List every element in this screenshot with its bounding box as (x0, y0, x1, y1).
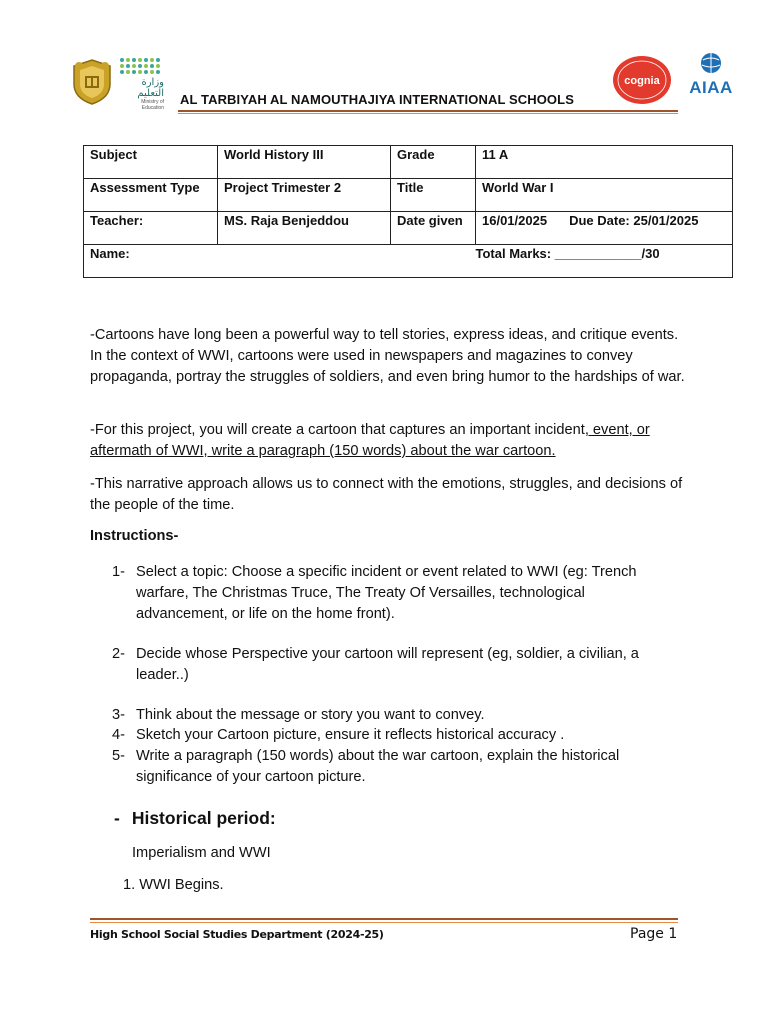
historical-period-heading (114, 808, 276, 829)
date-cell (476, 212, 733, 245)
header-divider-accent (178, 113, 678, 114)
table-row (84, 179, 733, 212)
total-marks: Total Marks: ____________/30 (476, 245, 733, 278)
narrative-paragraph: -This narrative approach allows us to connect with the emotions, struggles, and decisions of the people of the time. (90, 476, 683, 513)
list-item-number: 5- (112, 748, 125, 764)
heading-dash: - (114, 808, 120, 828)
intro-paragraph: -Cartoons have long been a powerful way to tell stories, express ideas, and critique events. In the context of WWI, cartoons were used in newspapers and magazines to convey propaganda, portray the struggles of soldiers, and even bring humor to the hardships of war. (90, 327, 685, 385)
footer-divider (90, 918, 678, 920)
list-item-number: 1- (112, 564, 125, 580)
list-item-text: Sketch your Cartoon picture, ensure it reflects historical accuracy . (136, 727, 565, 743)
list-item (112, 746, 672, 788)
project-underlined-text: , event, or aftermath of WWI, write a paragraph (150 words) about the war cartoon. (90, 422, 650, 459)
date-given-label: Date given (391, 212, 476, 245)
instructions-heading: Instructions- (90, 528, 179, 544)
assessment-type-label: Assessment Type (84, 179, 218, 212)
date-given-value: 16/01/2025 (482, 213, 548, 228)
grade-value: 11 A (476, 146, 733, 179)
header-divider (178, 110, 678, 112)
list-item (112, 705, 672, 726)
list-item (112, 562, 672, 624)
assessment-type-value: Project Trimester 2 (218, 179, 391, 212)
grade-label: Grade (391, 146, 476, 179)
list-item-text: Decide whose Perspective your cartoon will represent (eg, soldier, a civilian, a leader..) (136, 646, 639, 683)
teacher-value: MS. Raja Benjeddou (218, 212, 391, 245)
cognia-accreditation-logo (612, 55, 672, 105)
aiaa-logo-text: AIAA (689, 78, 733, 97)
list-item (112, 725, 672, 746)
title-value: World War I (476, 179, 733, 212)
title-label: Title (391, 179, 476, 212)
table-row (84, 212, 733, 245)
teacher-label: Teacher: (84, 212, 218, 245)
list-item-number: 4- (112, 727, 125, 743)
table-row (84, 146, 733, 179)
table-row (84, 245, 733, 278)
name-label: Name: (84, 245, 476, 278)
moe-logo-arabic: وزارة التعليم (137, 77, 164, 99)
subject-value: World History III (218, 146, 391, 179)
school-title: AL TARBIYAH AL NAMOUTHAJIYA INTERNATIONAL SCHOOLS (180, 92, 574, 107)
list-item (112, 644, 672, 686)
list-item-number: 3- (112, 707, 125, 723)
project-text: -For this project, you will create a cartoon that captures an important incident (90, 422, 585, 438)
page-number: Page 1 (630, 926, 678, 942)
footer-department: High School Social Studies Department (2024-25) (90, 928, 384, 941)
imperialism-subheading: Imperialism and WWI (132, 845, 271, 861)
footer-divider-accent (90, 922, 678, 923)
list-item-text: Write a paragraph (150 words) about the war cartoon, explain the historical significance of your cartoon picture. (136, 748, 620, 785)
school-crest-logo (70, 58, 114, 106)
list-item-text: Select a topic: Choose a specific incident or event related to WWI (eg: Trench warfare, The Christmas Truce, The Treaty Of Versailles, technological advancement, or life on the home front). (136, 564, 637, 622)
list-item-number: 2- (112, 646, 125, 662)
moe-logo-english: Ministry of Education (141, 99, 164, 111)
wwi-begins-item: 1. WWI Begins. (123, 877, 224, 893)
due-date: Due Date: 25/01/2025 (569, 213, 699, 228)
ministry-of-education-logo (118, 58, 166, 111)
aiaa-logo (686, 52, 736, 104)
cognia-logo-text: cognia (624, 75, 660, 87)
historical-period-text: Historical period: (131, 808, 276, 828)
project-paragraph (90, 420, 690, 462)
subject-label: Subject (84, 146, 218, 179)
assessment-info-table (83, 145, 733, 278)
list-item-text: Think about the message or story you want to convey. (136, 707, 485, 723)
